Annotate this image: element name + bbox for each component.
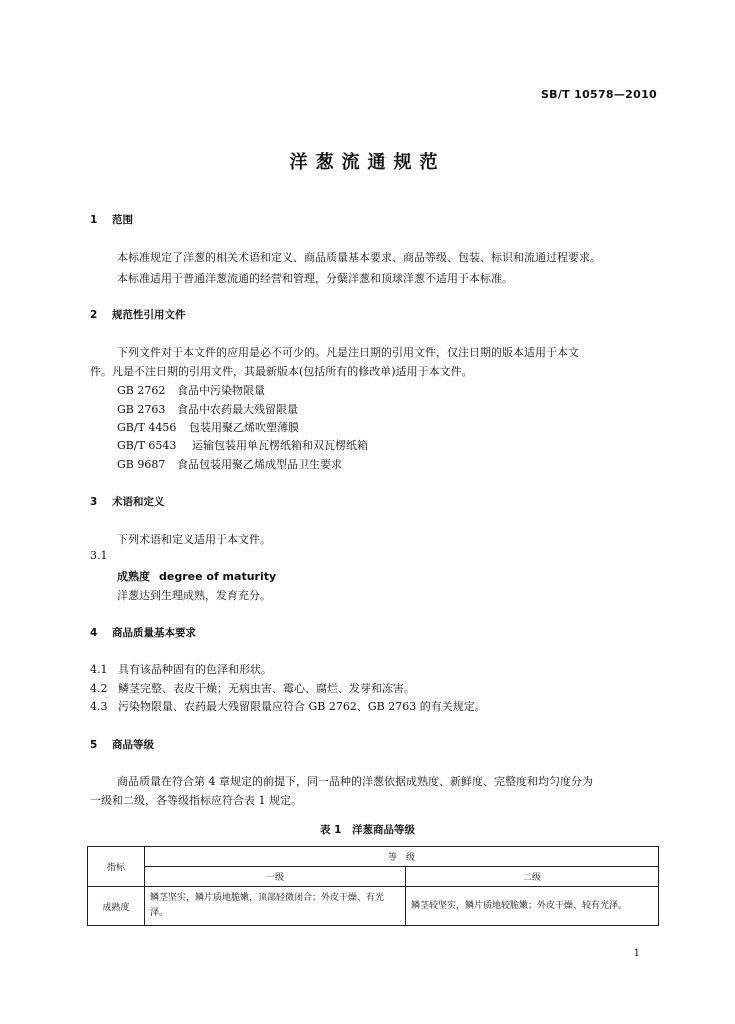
requirement-item <box>90 680 415 696</box>
requirement-item <box>90 698 486 714</box>
item-number: 4.2 <box>90 682 108 695</box>
reference-code: GB 2762 <box>117 384 166 397</box>
reference-name: 包装用聚乙烯吹塑薄膜 <box>189 421 299 434</box>
table-subheader-row <box>88 867 659 887</box>
reference-code: GB/T 4456 <box>117 421 177 434</box>
reference-code: GB/T 6543 <box>117 439 177 452</box>
reference-item <box>117 382 265 398</box>
reference-item <box>117 456 342 472</box>
row-grade-2: 鳞茎较坚实，鳞片质地较脆嫩；外皮干燥、较有光泽。 <box>406 887 659 926</box>
reference-name: 食品中污染物限量 <box>177 384 265 397</box>
paragraph: 下列文件对于本文件的应用是必不可少的。凡是注日期的引用文件，仅注日期的版本适用于本文 <box>117 346 579 359</box>
page-number: 1 <box>633 948 640 959</box>
section-1-heading <box>90 212 133 227</box>
section-title: 商品等级 <box>112 739 154 751</box>
section-number: 4 <box>90 627 98 639</box>
paragraph: 件。凡是不注日期的引用文件，其最新版本(包括所有的修改单)适用于本文件。 <box>90 365 473 378</box>
grade-table <box>87 846 659 926</box>
item-number: 4.1 <box>90 663 108 676</box>
paragraph: 下列术语和定义适用于本文件。 <box>117 533 271 546</box>
term-english: degree of maturity <box>159 570 277 583</box>
section-number: 2 <box>90 309 98 321</box>
reference-item <box>117 419 299 435</box>
paragraph: 本标准规定了洋葱的相关术语和定义、商品质量基本要求、商品等级、包装、标识和流通过程要求。 <box>117 251 601 264</box>
item-text: 具有该品种固有的色泽和形状。 <box>118 663 272 676</box>
section-5-heading <box>90 737 154 752</box>
reference-code: GB 2763 <box>117 403 166 416</box>
section-number: 1 <box>90 214 98 226</box>
paragraph: 本标准适用于普通洋葱流通的经营和管理，分蘖洋葱和顶球洋葱不适用于本标准。 <box>117 272 513 285</box>
item-text: 污染物限量、农药最大残留限量应符合 GB 2762、GB 2763 的有关规定。 <box>118 700 486 713</box>
reference-code: GB 9687 <box>117 458 166 471</box>
section-number: 3 <box>90 496 98 508</box>
table-header-row <box>88 847 659 867</box>
section-title: 术语和定义 <box>112 496 165 508</box>
reference-item <box>117 437 368 453</box>
paragraph: 一级和二级，各等级指标应符合表 1 规定。 <box>90 794 302 807</box>
document-title: 洋葱流通规范 <box>289 152 446 173</box>
term-chinese: 成熟度 <box>117 570 150 583</box>
reference-name: 食品中农药最大残留限量 <box>177 403 298 416</box>
section-title: 范围 <box>112 214 133 226</box>
term <box>117 568 276 584</box>
row-grade-1: 鳞茎坚实，鳞片质地脆嫩，顶部轻微闭合；外皮干燥、有光泽。 <box>145 887 406 926</box>
requirement-item <box>90 661 272 677</box>
standard-code: SB/T 10578—2010 <box>540 88 657 101</box>
section-title: 商品质量基本要求 <box>112 627 196 639</box>
table-caption: 表 1 洋葱商品等级 <box>320 824 415 836</box>
section-number: 5 <box>90 739 98 751</box>
header-indicator: 指标 <box>88 847 145 887</box>
item-text: 鳞茎完整、表皮干燥；无病虫害、霉心、腐烂、发芽和冻害。 <box>118 682 415 695</box>
subsection-number: 3.1 <box>90 549 108 562</box>
section-title: 规范性引用文件 <box>112 309 186 321</box>
reference-name: 运输包装用单瓦楞纸箱和双瓦楞纸箱 <box>192 439 368 452</box>
header-grade-1: 一级 <box>145 867 406 887</box>
header-grade-2: 二级 <box>406 867 659 887</box>
section-2-heading <box>90 307 186 322</box>
term-definition: 洋葱达到生理成熟，发育充分。 <box>117 589 271 602</box>
section-3-heading <box>90 494 165 509</box>
row-indicator: 成熟度 <box>88 887 145 926</box>
section-4-heading <box>90 625 196 640</box>
header-grade: 等 级 <box>145 847 659 867</box>
paragraph: 商品质量在符合第 4 章规定的前提下，同一品种的洋葱依据成熟度、新鲜度、完整度和均匀度分为 <box>117 775 593 788</box>
reference-item <box>117 401 298 417</box>
table-row <box>88 887 659 926</box>
item-number: 4.3 <box>90 700 108 713</box>
reference-name: 食品包装用聚乙烯成型品卫生要求 <box>177 458 342 471</box>
